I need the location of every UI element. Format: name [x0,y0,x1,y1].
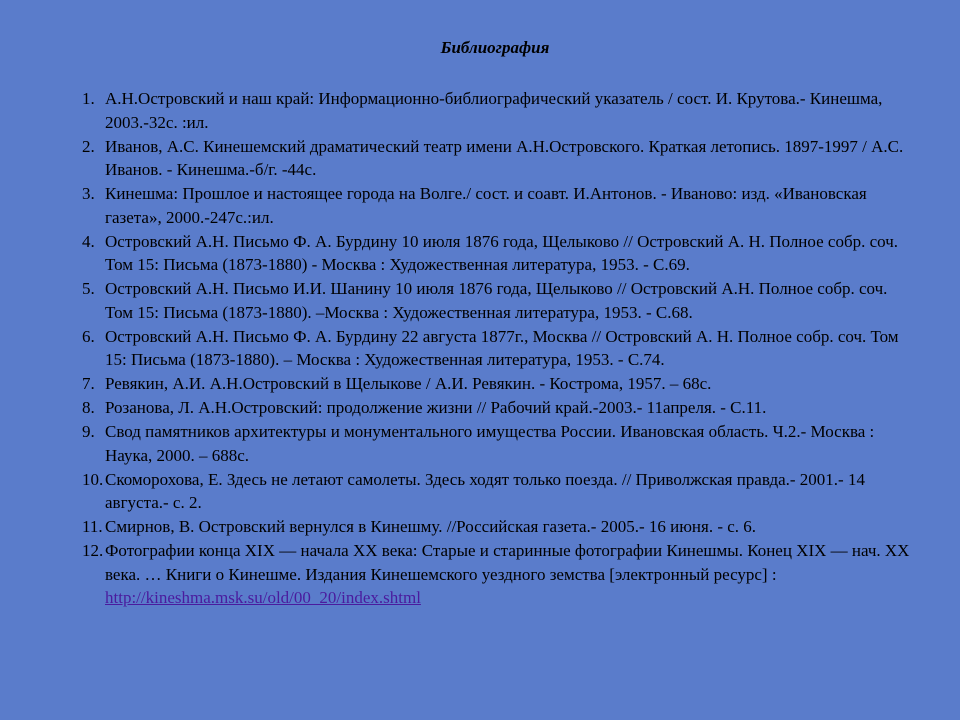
item-text: Островский А.Н. Письмо Ф. А. Бурдину 22 августа 1877г., Москва // Островский А. Н. Полное собр. соч. Том 15: Письма (1873-1880). – Москва : Художественная литература, 1953. - С.74. [105,326,899,369]
list-item [82,277,917,324]
list-item [82,87,917,134]
list-item [82,135,917,182]
list-item [82,420,917,467]
item-text: Островский А.Н. Письмо И.И. Шанину 10 июля 1876 года, Щелыково // Островский А.Н. Полное собр. соч. Том 15: Письма (1873-1880). –Москва : Художественная литература, 1953. - С.68. [105,279,888,322]
item-number: 12. [82,541,104,560]
item-text: Смирнов, В. Островский вернулся в Кинешму. //Российская газета.- 2005.- 16 июня. - с. 6. [105,517,757,536]
list-item [82,539,917,610]
item-number: 7. [82,374,95,393]
item-number: 2. [82,136,95,156]
resource-link[interactable]: http://kineshma.msk.su/old/00_20/index.shtml [105,588,421,607]
item-text: Скоморохова, Е. Здесь не летают самолеты. Здесь ходят только поезда. // Приволжская правда.- 2001.- 14 августа.- с. 2. [105,469,865,512]
list-item [82,515,917,539]
list-item [82,396,917,420]
item-text: Фотографии конца XIX — начала XX века: Старые и старинные фотографии Кинешмы. Конец XIX — нач. XX века. … Книги о Кинешме. Издания Кинешемского уездного земства [электронный ресурс] : [105,541,910,584]
item-number: 4. [82,231,95,251]
list-item [82,325,917,372]
item-number: 1. [82,89,95,108]
item-text: Иванов, А.С. Кинешемский драматический театр имени А.Н.Островского. Краткая летопись. 1897-1997 / А.С. Иванов. - Кинешма.-б/г. -44с. [105,136,904,179]
item-text: Кинешма: Прошлое и настоящее города на Волге./ сост. и соавт. И.Антонов. - Иваново: изд. «Ивановская газета», 2000.-247с.:ил. [105,184,867,227]
item-text: Островский А.Н. Письмо Ф. А. Бурдину 10 июля 1876 года, Щелыково // Островский А. Н. Полное собр. соч. Том 15: Письма (1873-1880) - Москва : Художественная литература, 1953. - С.69. [105,231,898,274]
list-item [82,182,917,229]
list-item [82,468,917,515]
item-number: 10. [82,469,104,489]
item-number: 5. [82,279,95,298]
item-text: Свод памятников архитектуры и монументального имущества России. Ивановская область. Ч.2.- Москва : Наука, 2000. – 688с. [105,422,875,465]
item-number: 8. [82,398,95,417]
item-text: Розанова, Л. А.Н.Островский: продолжение жизни // Рабочий край.-2003.- 11апреля. - С.11. [105,398,767,417]
list-item [82,372,917,396]
item-number: 11. [82,517,103,536]
list-item [82,230,917,277]
item-text: Ревякин, А.И. А.Н.Островский в Щелыкове / А.И. Ревякин. - Кострома, 1957. – 68с. [105,374,712,393]
page-title: Библиография [440,38,550,57]
item-number: 3. [82,184,95,203]
item-number: 6. [82,326,95,346]
item-number: 9. [82,422,95,441]
item-text: А.Н.Островский и наш край: Информационно-библиографический указатель / сост. И. Крутова.- Кинешма, 2003.-32с. :ил. [105,89,883,132]
bibliography-list [82,87,917,610]
